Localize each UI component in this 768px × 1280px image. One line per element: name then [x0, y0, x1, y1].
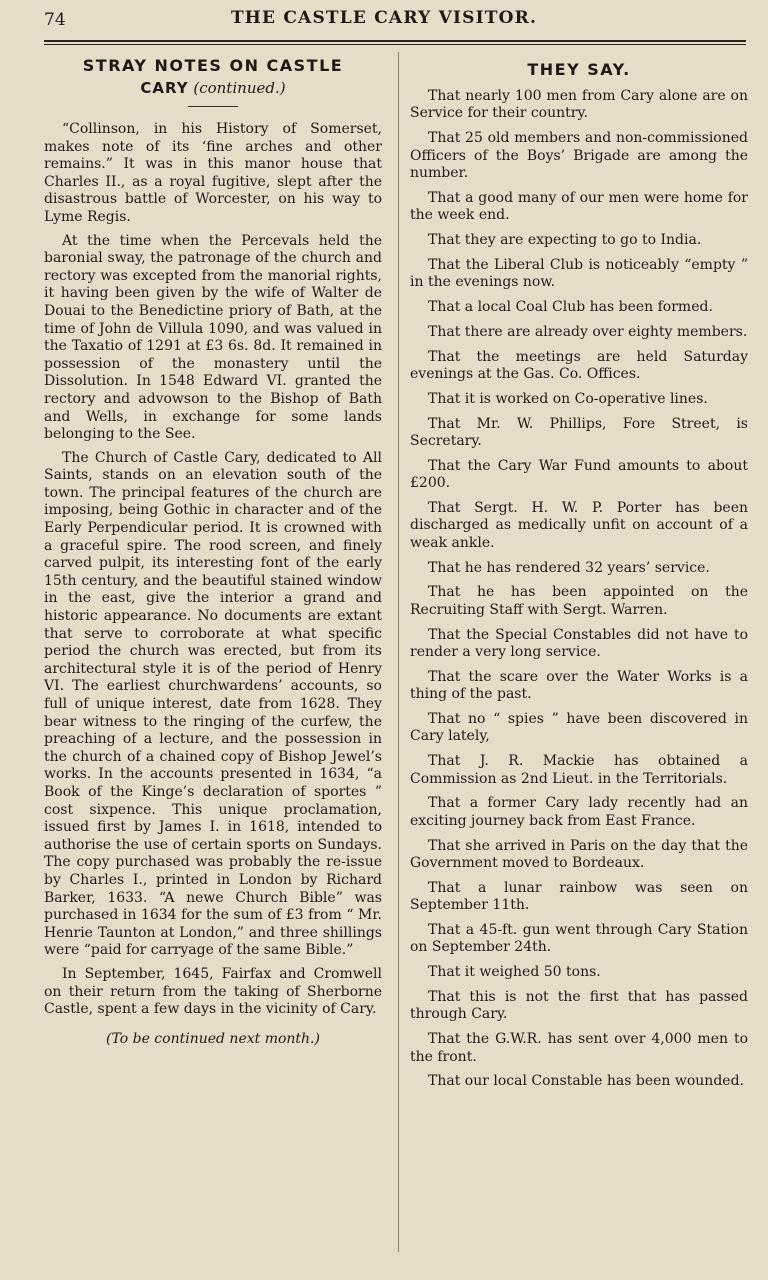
- list-item: That 25 old members and non-commissioned Officers of the Boys’ Brigade are among the number.: [410, 130, 748, 182]
- list-item: That this is not the first that has passed through Cary.: [410, 989, 748, 1023]
- header-rule: [44, 40, 746, 45]
- continued-label: (continued.): [193, 79, 286, 97]
- right-column: [410, 52, 748, 1098]
- article-paragraph: In September, 1645, Fairfax and Cromwell on their return from the taking of Sherborne Castle, spent a few days in the vicinity of Cary.: [44, 965, 382, 1018]
- list-item: That Mr. W. Phillips, Fore Street, is Secretary.: [410, 415, 748, 450]
- list-item: That J. R. Mackie has obtained a Commission as 2nd Lieut. in the Territorials.: [410, 753, 748, 787]
- publication-title: THE CASTLE CARY VISITOR.: [230, 8, 538, 28]
- list-item: That a local Coal Club has been formed.: [428, 299, 713, 316]
- they-say-title: THEY SAY.: [527, 60, 631, 79]
- list-item: That a former Cary lady recently had an exciting journey back from East France.: [410, 795, 748, 829]
- continuation-note: (To be continued next month.): [106, 1030, 320, 1047]
- article-paragraph: The Church of Castle Cary, dedicated to All Saints, stands on an elevation south of the town. The principal features of the church are imposing, being Gothic in character and of the Early Perpendicular period. It is crowned with a graceful spire. The rood screen, and finely carved pulpit, its interesting font of the early 15th century, and the beautiful stained window in the east, give the interior a grand and historic appearance. No documents are extant that serve to corroborate at what specific period the church was erected, but from its architectural style it is of the period of Henry VI. The earliest churchwardens’ accounts, so full of unique interest, date from 1628. They bear witness to the ringing of the curfew, the preaching of a lecture, and the possession in the church of a chained copy of Bishop Jewel’s works. In the accounts presented in 1634, “a Book of the Kinge’s declaration of sportes ” cost sixpence. This unique proclamation, issued first by James I. in 1618, intended to authorise the use of certain sports on Sundays. The copy purchased was probably the re-issue by Charles I., printed in London by Richard Barker, 1633. “A newe Church Bible” was purchased in 1634 for the sum of £3 from “ Mr. Henrie Taunton at London,” and three shillings were “paid for carryage of the same Bible.”: [44, 449, 382, 959]
- list-item: That a 45-ft. gun went through Cary Station on September 24th.: [410, 922, 748, 956]
- article-paragraph: At the time when the Percevals held the baronial sway, the patronage of the church and rectory was excepted from the manorial rights, it having been given by the wife of Walter de Douai to the Benedictine priory of Bath, at the time of John de Villula 1090, and was valued in the Taxatio of 1291 at £3 6s. 8d. It remained in possession of the monastery until the Dissolution. In 1548 Edward VI. granted the rectory and advowson to the Bishop of Bath and Wells, in exchange for some lands belonging to the See.: [44, 232, 382, 443]
- list-item: That the scare over the Water Works is a thing of the past.: [410, 668, 748, 703]
- list-item: That there are already over eighty members.: [428, 323, 748, 340]
- list-item: That it weighed 50 tons.: [428, 964, 601, 981]
- list-item: That the G.W.R. has sent over 4,000 men to the front.: [410, 1031, 748, 1065]
- list-item: That she arrived in Paris on the day that the Government moved to Bordeaux.: [410, 837, 748, 872]
- list-item: That it is worked on Co-operative lines.: [428, 390, 708, 407]
- list-item: That they are expecting to go to India.: [428, 232, 702, 249]
- list-item: That the Special Constables did not have to render a very long service.: [410, 626, 748, 661]
- list-item: That our local Constable has been wounded.: [428, 1073, 744, 1090]
- article-title: STRAY NOTES ON CASTLE: [82, 56, 344, 75]
- list-item: That he has rendered 32 years’ service.: [428, 559, 710, 576]
- page-number: 74: [44, 10, 66, 30]
- list-item: That a good many of our men were home for the week end.: [410, 189, 748, 224]
- list-item: That a lunar rainbow was seen on September 11th.: [410, 879, 748, 914]
- left-column: [44, 52, 382, 1047]
- list-item: That the Liberal Club is noticeably “empty ” in the evenings now.: [410, 256, 748, 291]
- title-divider: [188, 106, 238, 107]
- article-paragraph: “Collinson, in his History of Somerset, makes note of its ‘fine arches and other remains.” It was in this manor house that Charles II., as a royal fugitive, slept after the disastrous battle of Worcester, on his way to Lyme Regis.: [44, 121, 382, 225]
- list-item: That the meetings are held Saturday evenings at the Gas. Co. Offices.: [410, 348, 748, 383]
- list-item: That he has been appointed on the Recruiting Staff with Sergt. Warren.: [410, 584, 748, 618]
- column-divider: [398, 52, 399, 1252]
- list-item: That the Cary War Fund amounts to about £200.: [410, 457, 748, 492]
- list-item: That nearly 100 men from Cary alone are on Service for their country.: [410, 88, 748, 122]
- article-title-line2: CARY: [140, 79, 189, 97]
- article-subtitle: [44, 78, 382, 98]
- list-item: That no “ spies ” have been discovered in Cary lately,: [410, 711, 748, 745]
- list-item: That Sergt. H. W. P. Porter has been discharged as medically unfit on account of a weak ankle.: [410, 500, 748, 551]
